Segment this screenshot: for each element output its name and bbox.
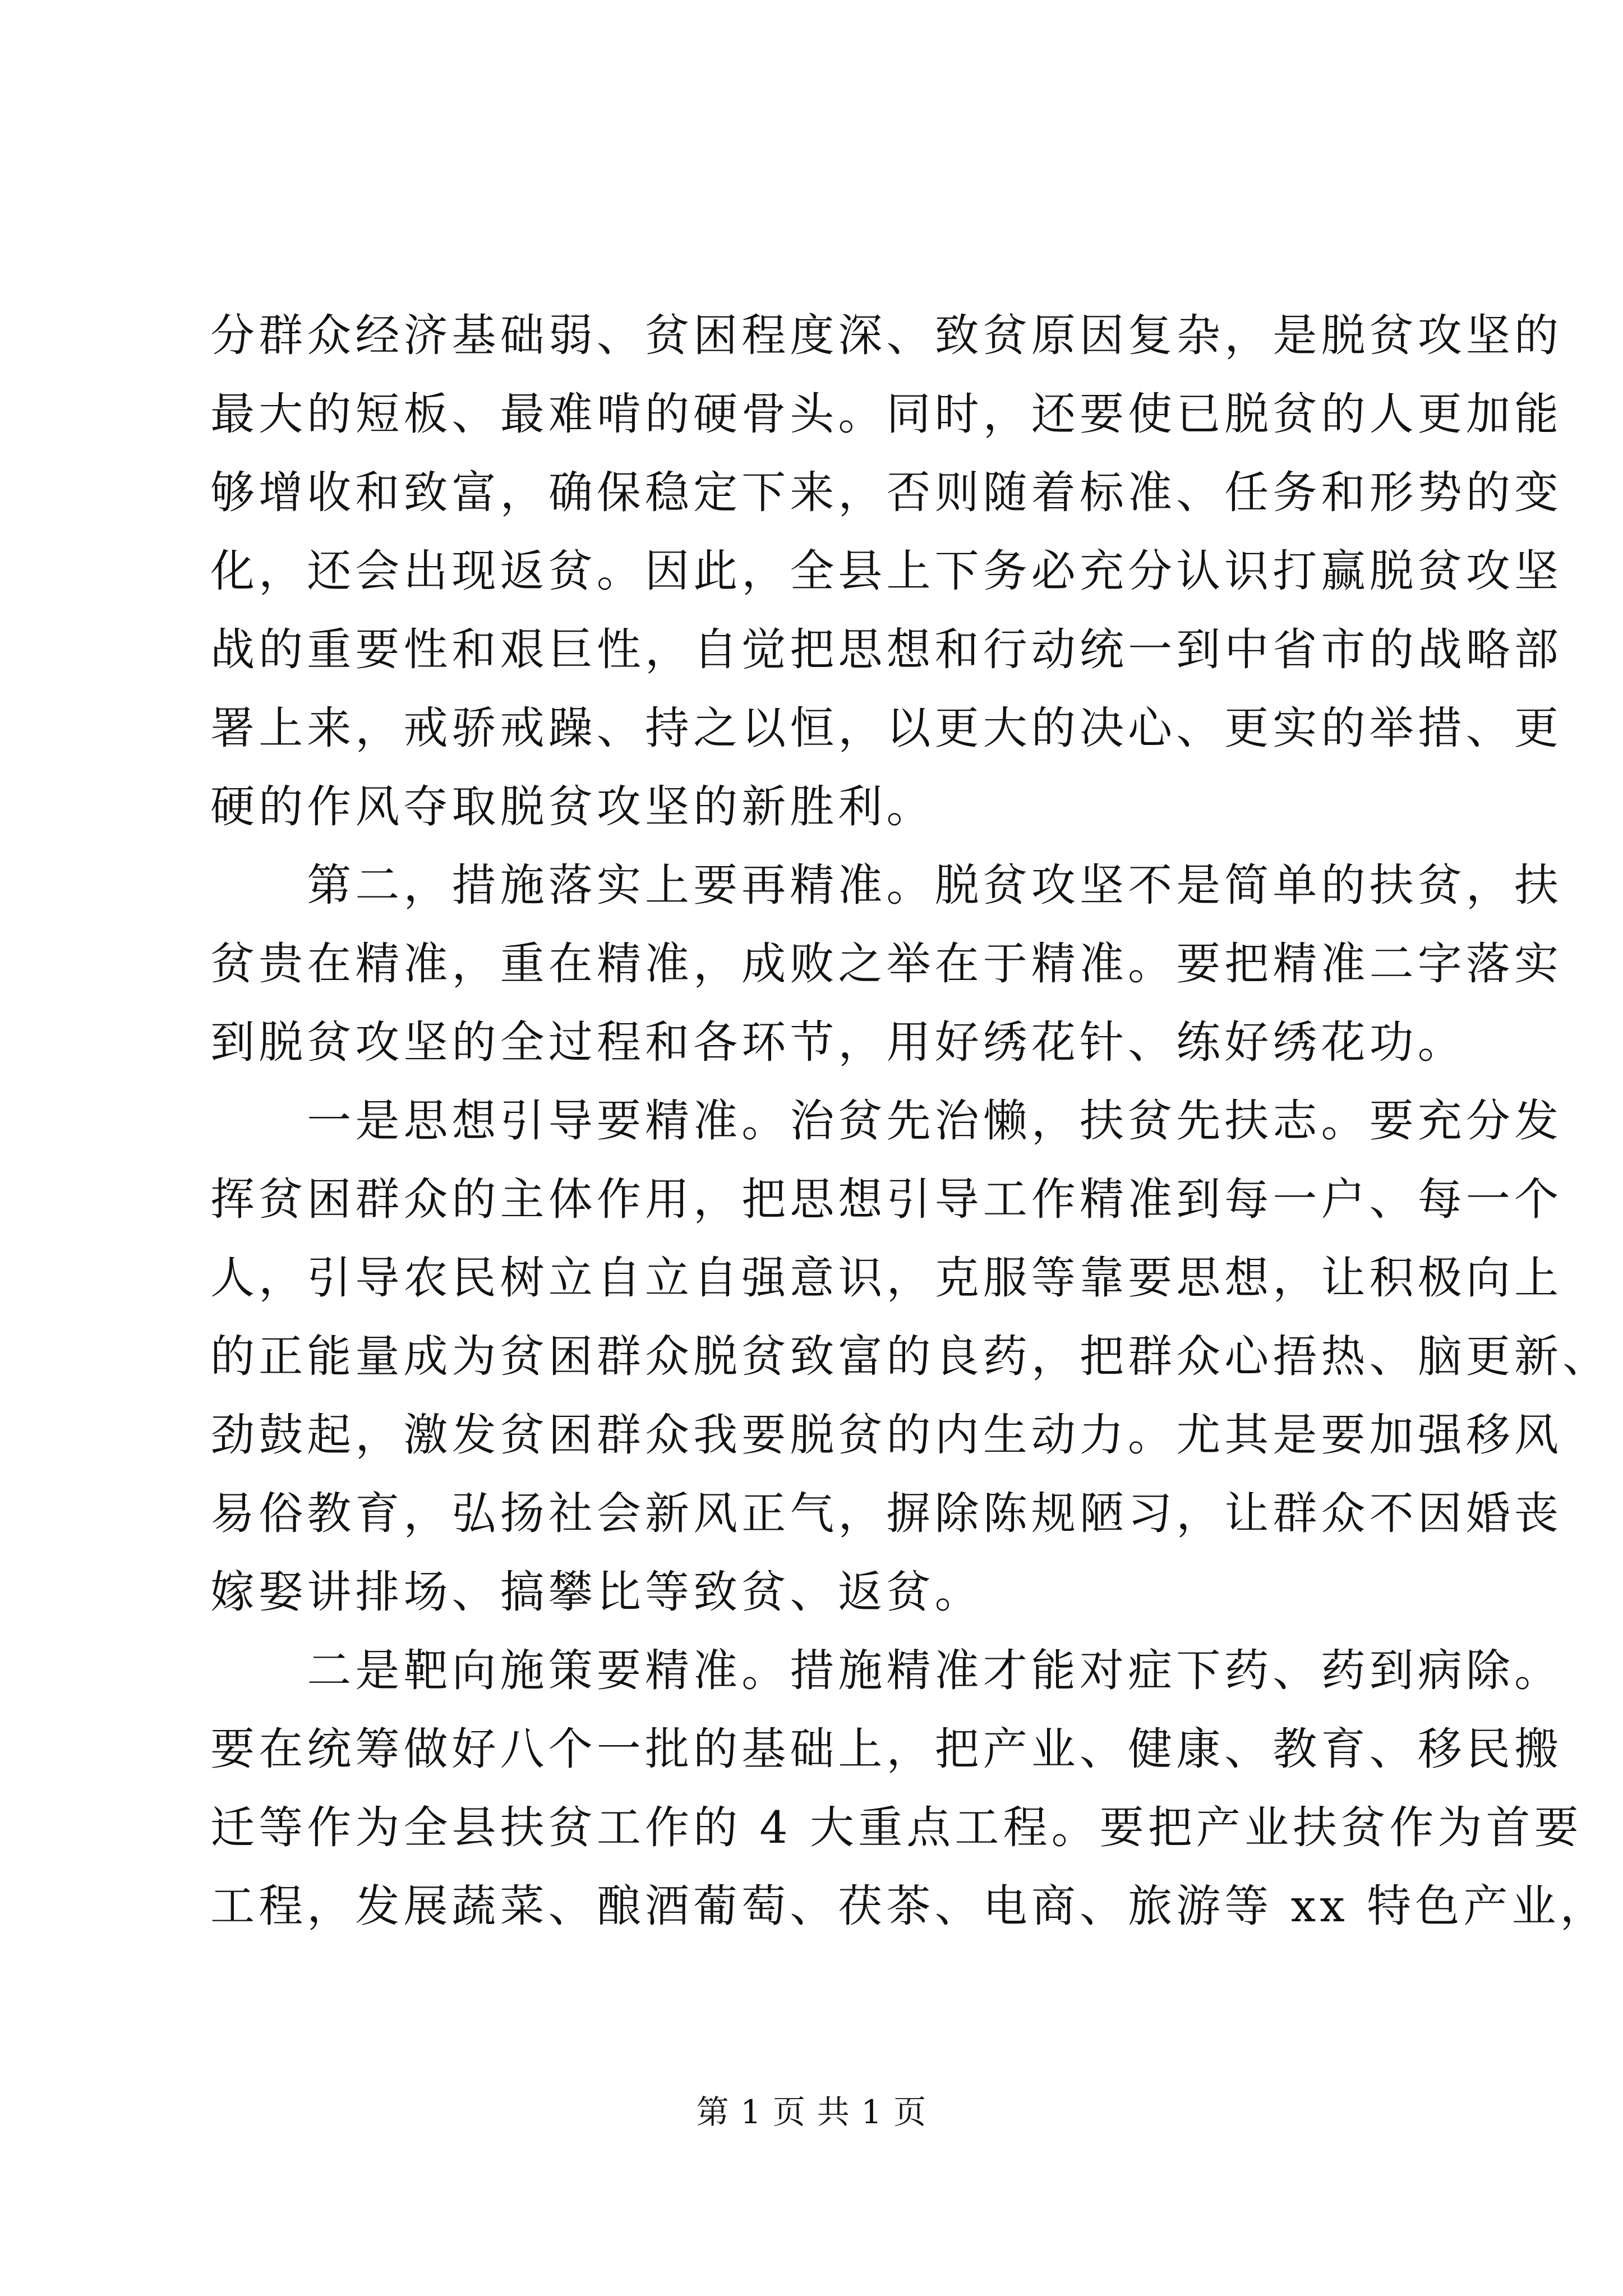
text-line-16: 易俗教育，弘扬社会新风正气，摒除陈规陋习，让群众不因婚丧: [210, 1488, 1563, 1539]
text-line-6: 署上来，戒骄戒躁、持之以恒，以更大的决心、更实的举措、更: [210, 702, 1563, 754]
text-line-21: 工程，发展蔬菜、酿酒葡萄、茯茶、电商、旅游等 xx 特色产业，: [210, 1880, 1608, 1932]
text-line-14: 的正能量成为贫困群众脱贫致富的良药，把群众心捂热、脑更新、: [210, 1331, 1611, 1382]
text-line-7: 硬的作风夺取脱贫攻坚的新胜利。: [210, 781, 935, 832]
text-line-17: 嫁娶讲排场、搞攀比等致贫、返贫。: [210, 1566, 983, 1618]
text-line-18: 二是靶向施策要精准。措施精准才能对症下药、药到病除。: [210, 1645, 1563, 1696]
text-line-3: 够增收和致富，确保稳定下来，否则随着标准、任务和形势的变: [210, 467, 1563, 518]
page-footer: 第 1 页 共 1 页: [696, 2093, 927, 2131]
text-line-9: 贫贵在精准，重在精准，成败之举在于精准。要把精准二字落实: [210, 938, 1563, 990]
text-line-13: 人，引导农民树立自立自强意识，克服等靠要思想，让积极向上: [210, 1252, 1563, 1304]
text-line-4: 化，还会出现返贫。因此，全县上下务必充分认识打赢脱贫攻坚: [210, 545, 1563, 597]
text-line-12: 挥贫困群众的主体作用，把思想引导工作精准到每一户、每一个: [210, 1174, 1563, 1225]
text-line-1: 分群众经济基础弱、贫困程度深、致贫原因复杂，是脱贫攻坚的: [210, 310, 1563, 361]
text-line-19: 要在统筹做好八个一批的基础上，把产业、健康、教育、移民搬: [210, 1723, 1563, 1775]
text-line-2: 最大的短板、最难啃的硬骨头。同时，还要使已脱贫的人更加能: [210, 388, 1563, 440]
text-line-10: 到脱贫攻坚的全过程和各环节，用好绣花针、练好绣花功。: [210, 1016, 1466, 1068]
text-line-11: 一是思想引导要精准。治贫先治懒，扶贫先扶志。要充分发: [210, 1095, 1563, 1147]
text-line-8: 第二，措施落实上要再精准。脱贫攻坚不是简单的扶贫，扶: [210, 859, 1563, 911]
text-line-15: 劲鼓起，激发贫困群众我要脱贫的内生动力。尤其是要加强移风: [210, 1409, 1563, 1461]
text-line-5: 战的重要性和艰巨性，自觉把思想和行动统一到中省市的战略部: [210, 624, 1563, 675]
text-line-20: 迁等作为全县扶贫工作的 4 大重点工程。要把产业扶贫作为首要: [210, 1802, 1583, 1853]
